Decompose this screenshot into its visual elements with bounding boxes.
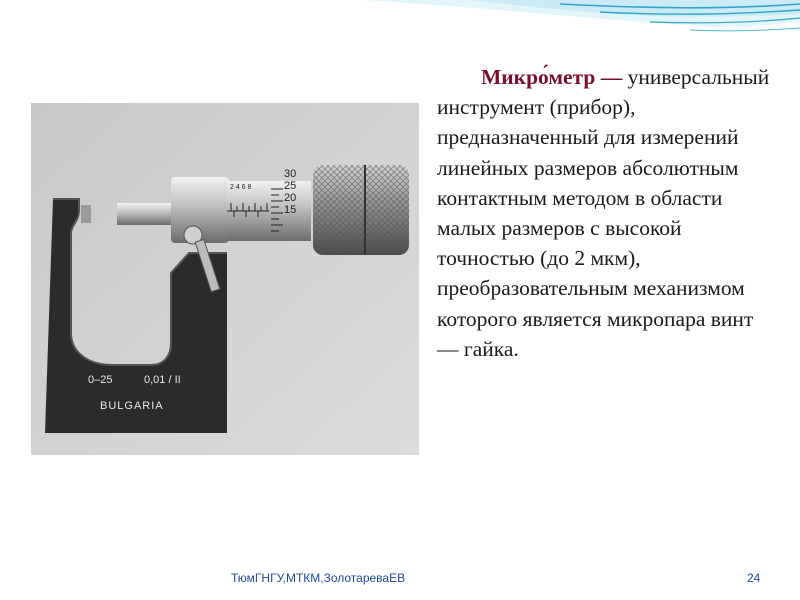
thimble-scale-label: 15 xyxy=(284,204,297,216)
definition-text xyxy=(437,62,777,364)
country-marking: BULGARIA xyxy=(100,400,164,412)
thimble-scale-label: 20 xyxy=(284,192,297,204)
micrometer-photo xyxy=(31,103,419,455)
page-number: 24 xyxy=(747,571,761,585)
footer-author: ТюмГНГУ,МТКМ,ЗолотареваЕВ xyxy=(231,571,406,585)
frame-marking: 0–25 xyxy=(88,374,113,386)
thimble-scale xyxy=(284,168,306,216)
thimble-scale-label: 25 xyxy=(284,180,297,192)
definition-body: универсальный инструмент (прибор), предназначенный для измерений линейных размеров абсолютным контактным методом в области малых размеров с высокой точностью (до 2 мкм), преобразовательным механизмом которого является микропара винт — гайка. xyxy=(437,65,770,361)
term-heading: Микро́метр — xyxy=(481,65,623,89)
thimble-scale-label: 30 xyxy=(284,168,297,180)
resolution-marking: 0,01 / II xyxy=(144,374,181,386)
sleeve-numbers: 2 4 6 8 xyxy=(230,184,252,191)
